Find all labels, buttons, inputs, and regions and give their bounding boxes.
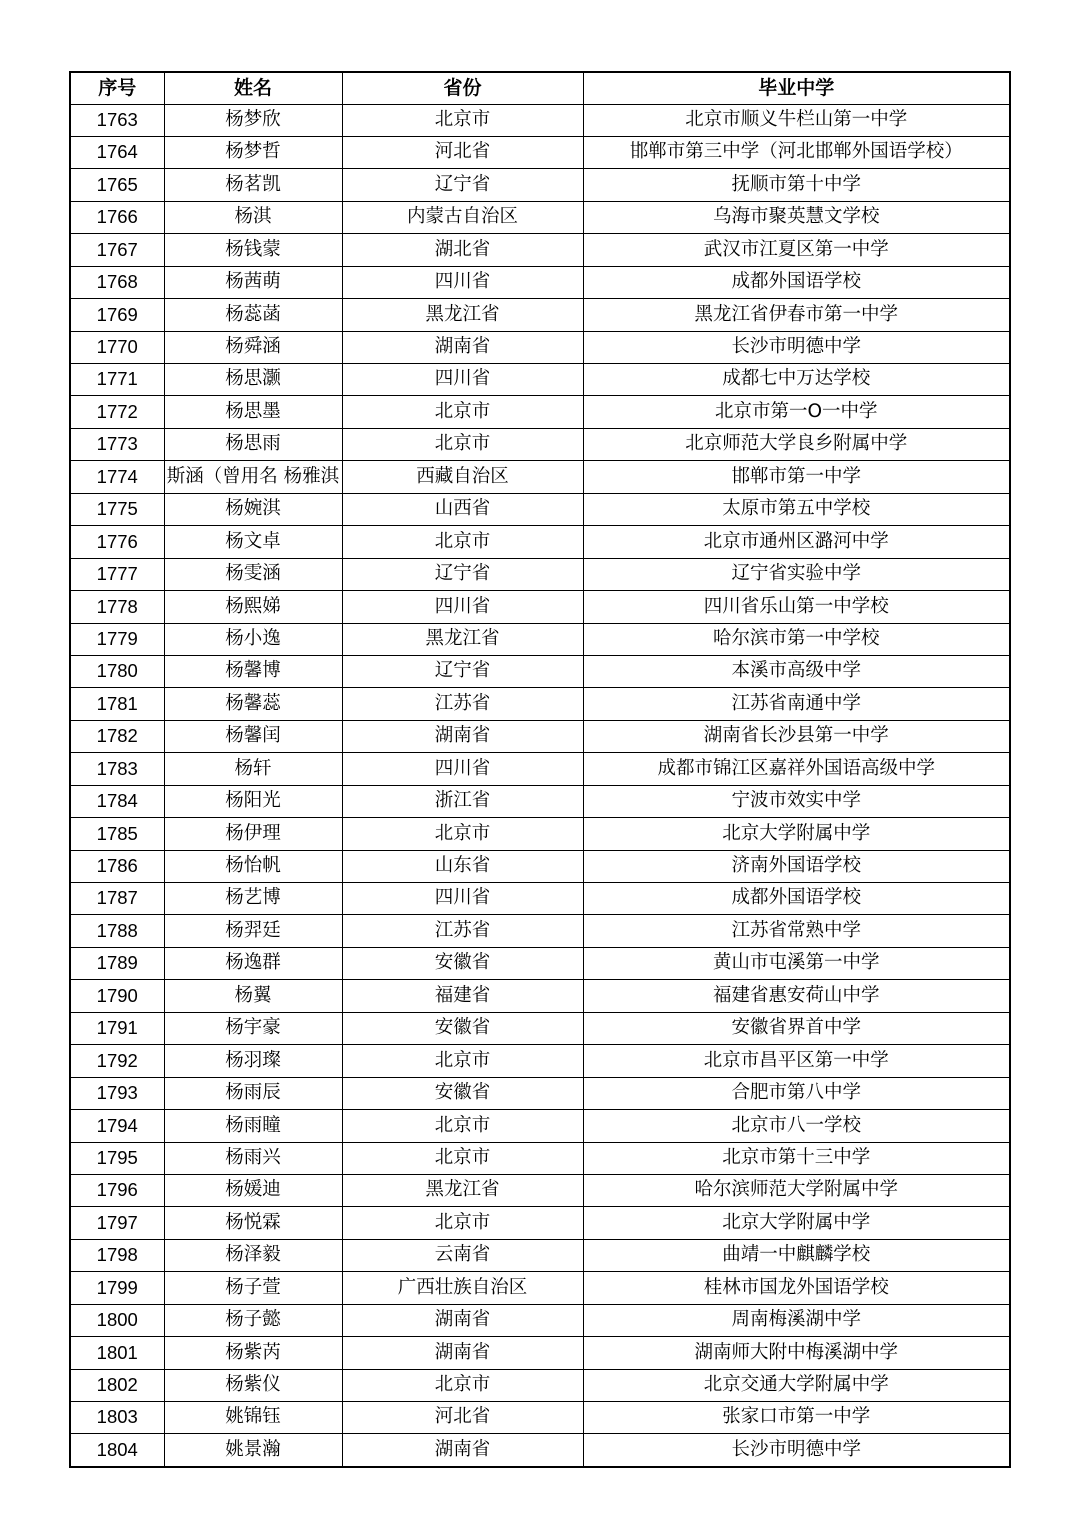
- seq-cell: 1784: [70, 785, 164, 817]
- table-row: [70, 201, 1010, 233]
- seq-cell: 1788: [70, 915, 164, 947]
- province-cell: 北京市: [342, 1207, 583, 1239]
- name-cell: 杨熙娣: [164, 591, 342, 623]
- school-cell: 长沙市明德中学: [583, 1434, 1010, 1467]
- seq-cell: 1804: [70, 1434, 164, 1467]
- table-row: [70, 1142, 1010, 1174]
- seq-cell: 1799: [70, 1272, 164, 1304]
- seq-cell: 1776: [70, 526, 164, 558]
- name-cell: 杨小逸: [164, 623, 342, 655]
- name-cell: 杨梦欣: [164, 104, 342, 136]
- table-row: [70, 104, 1010, 136]
- name-cell: 杨茗凯: [164, 169, 342, 201]
- table-row: [70, 1077, 1010, 1109]
- roster-table: [69, 71, 1011, 1468]
- name-cell: 杨蕊菡: [164, 299, 342, 331]
- school-cell: 北京市昌平区第一中学: [583, 1045, 1010, 1077]
- name-cell: 杨思雨: [164, 428, 342, 460]
- name-cell: 杨雨兴: [164, 1142, 342, 1174]
- school-cell: 四川省乐山第一中学校: [583, 591, 1010, 623]
- seq-cell: 1789: [70, 947, 164, 979]
- name-cell: 杨雯涵: [164, 558, 342, 590]
- table-row: [70, 1272, 1010, 1304]
- province-cell: 云南省: [342, 1239, 583, 1271]
- school-cell: 福建省惠安荷山中学: [583, 980, 1010, 1012]
- school-cell: 乌海市聚英慧文学校: [583, 201, 1010, 233]
- table-row: [70, 1369, 1010, 1401]
- name-cell: 姚景瀚: [164, 1434, 342, 1467]
- table-row: [70, 947, 1010, 979]
- province-cell: 山西省: [342, 493, 583, 525]
- seq-cell: 1791: [70, 1012, 164, 1044]
- table-row: [70, 785, 1010, 817]
- province-cell: 山东省: [342, 850, 583, 882]
- seq-cell: 1764: [70, 136, 164, 168]
- name-cell: 杨梦哲: [164, 136, 342, 168]
- table-row: [70, 1110, 1010, 1142]
- school-cell: 成都七中万达学校: [583, 364, 1010, 396]
- seq-cell: 1800: [70, 1304, 164, 1336]
- school-cell: 北京市第一O一中学: [583, 396, 1010, 428]
- province-cell: 浙江省: [342, 785, 583, 817]
- name-cell: 杨淇: [164, 201, 342, 233]
- name-cell: 杨舜涵: [164, 331, 342, 363]
- table-row: [70, 234, 1010, 266]
- name-cell: 杨轩: [164, 753, 342, 785]
- seq-cell: 1777: [70, 558, 164, 590]
- name-cell: 杨艺博: [164, 883, 342, 915]
- seq-cell: 1768: [70, 266, 164, 298]
- province-cell: 北京市: [342, 396, 583, 428]
- province-cell: 湖南省: [342, 331, 583, 363]
- school-cell: 本溪市高级中学: [583, 655, 1010, 687]
- seq-cell: 1786: [70, 850, 164, 882]
- school-cell: 北京师范大学良乡附属中学: [583, 428, 1010, 460]
- seq-cell: 1783: [70, 753, 164, 785]
- table-row: [70, 980, 1010, 1012]
- name-cell: 斯涵（曾用名 杨雅淇: [164, 461, 342, 493]
- school-cell: 安徽省界首中学: [583, 1012, 1010, 1044]
- province-cell: 河北省: [342, 1402, 583, 1434]
- table-row: [70, 818, 1010, 850]
- seq-cell: 1767: [70, 234, 164, 266]
- school-cell: 曲靖一中麒麟学校: [583, 1239, 1010, 1271]
- table-row: [70, 1402, 1010, 1434]
- name-cell: 杨文卓: [164, 526, 342, 558]
- province-cell: 四川省: [342, 364, 583, 396]
- province-cell: 北京市: [342, 104, 583, 136]
- table-row: [70, 331, 1010, 363]
- province-cell: 黑龙江省: [342, 299, 583, 331]
- name-cell: 杨泽毅: [164, 1239, 342, 1271]
- table-row: [70, 169, 1010, 201]
- seq-cell: 1765: [70, 169, 164, 201]
- province-cell: 湖南省: [342, 720, 583, 752]
- school-cell: 邯郸市第一中学: [583, 461, 1010, 493]
- seq-cell: 1770: [70, 331, 164, 363]
- table-row: [70, 1434, 1010, 1467]
- table-row: [70, 655, 1010, 687]
- seq-cell: 1773: [70, 428, 164, 460]
- school-cell: 成都外国语学校: [583, 883, 1010, 915]
- province-cell: 湖南省: [342, 1304, 583, 1336]
- name-cell: 杨翼: [164, 980, 342, 1012]
- province-cell: 江苏省: [342, 915, 583, 947]
- province-cell: 江苏省: [342, 688, 583, 720]
- name-cell: 杨子懿: [164, 1304, 342, 1336]
- name-cell: 杨婉淇: [164, 493, 342, 525]
- name-cell: 杨逸群: [164, 947, 342, 979]
- province-cell: 北京市: [342, 818, 583, 850]
- seq-cell: 1803: [70, 1402, 164, 1434]
- province-cell: 辽宁省: [342, 169, 583, 201]
- school-cell: 邯郸市第三中学（河北邯郸外国语学校）: [583, 136, 1010, 168]
- roster-sheet: [69, 71, 1011, 1468]
- school-cell: 北京市第十三中学: [583, 1142, 1010, 1174]
- name-cell: 杨羿廷: [164, 915, 342, 947]
- seq-cell: 1781: [70, 688, 164, 720]
- header-name: 姓名: [164, 72, 342, 104]
- table-row: [70, 461, 1010, 493]
- name-cell: 杨阳光: [164, 785, 342, 817]
- school-cell: 北京市八一学校: [583, 1110, 1010, 1142]
- school-cell: 武汉市江夏区第一中学: [583, 234, 1010, 266]
- school-cell: 成都市锦江区嘉祥外国语高级中学: [583, 753, 1010, 785]
- school-cell: 北京大学附属中学: [583, 818, 1010, 850]
- table-row: [70, 526, 1010, 558]
- province-cell: 辽宁省: [342, 558, 583, 590]
- name-cell: 杨羽璨: [164, 1045, 342, 1077]
- seq-cell: 1787: [70, 883, 164, 915]
- seq-cell: 1795: [70, 1142, 164, 1174]
- name-cell: 杨媛迪: [164, 1174, 342, 1206]
- seq-cell: 1763: [70, 104, 164, 136]
- school-cell: 太原市第五中学校: [583, 493, 1010, 525]
- seq-cell: 1797: [70, 1207, 164, 1239]
- seq-cell: 1778: [70, 591, 164, 623]
- table-row: [70, 850, 1010, 882]
- seq-cell: 1780: [70, 655, 164, 687]
- province-cell: 四川省: [342, 883, 583, 915]
- table-row: [70, 915, 1010, 947]
- school-cell: 哈尔滨师范大学附属中学: [583, 1174, 1010, 1206]
- province-cell: 福建省: [342, 980, 583, 1012]
- table-row: [70, 753, 1010, 785]
- school-cell: 辽宁省实验中学: [583, 558, 1010, 590]
- school-cell: 周南梅溪湖中学: [583, 1304, 1010, 1336]
- province-cell: 广西壮族自治区: [342, 1272, 583, 1304]
- seq-cell: 1794: [70, 1110, 164, 1142]
- province-cell: 北京市: [342, 1142, 583, 1174]
- school-cell: 长沙市明德中学: [583, 331, 1010, 363]
- school-cell: 济南外国语学校: [583, 850, 1010, 882]
- school-cell: 桂林市国龙外国语学校: [583, 1272, 1010, 1304]
- school-cell: 抚顺市第十中学: [583, 169, 1010, 201]
- seq-cell: 1782: [70, 720, 164, 752]
- province-cell: 安徽省: [342, 1077, 583, 1109]
- province-cell: 四川省: [342, 266, 583, 298]
- seq-cell: 1775: [70, 493, 164, 525]
- school-cell: 黑龙江省伊春市第一中学: [583, 299, 1010, 331]
- province-cell: 北京市: [342, 526, 583, 558]
- school-cell: 北京交通大学附属中学: [583, 1369, 1010, 1401]
- table-row: [70, 558, 1010, 590]
- name-cell: 杨思灏: [164, 364, 342, 396]
- header-row: [70, 72, 1010, 104]
- seq-cell: 1785: [70, 818, 164, 850]
- province-cell: 湖南省: [342, 1434, 583, 1467]
- table-row: [70, 1337, 1010, 1369]
- school-cell: 黄山市屯溪第一中学: [583, 947, 1010, 979]
- name-cell: 杨雨瞳: [164, 1110, 342, 1142]
- table-row: [70, 1304, 1010, 1336]
- name-cell: 杨怡帆: [164, 850, 342, 882]
- header-province: 省份: [342, 72, 583, 104]
- school-cell: 江苏省常熟中学: [583, 915, 1010, 947]
- school-cell: 张家口市第一中学: [583, 1402, 1010, 1434]
- province-cell: 内蒙古自治区: [342, 201, 583, 233]
- province-cell: 安徽省: [342, 1012, 583, 1044]
- seq-cell: 1802: [70, 1369, 164, 1401]
- seq-cell: 1790: [70, 980, 164, 1012]
- table-row: [70, 1207, 1010, 1239]
- name-cell: 杨紫仪: [164, 1369, 342, 1401]
- table-row: [70, 1012, 1010, 1044]
- province-cell: 北京市: [342, 1110, 583, 1142]
- province-cell: 黑龙江省: [342, 1174, 583, 1206]
- province-cell: 四川省: [342, 591, 583, 623]
- roster-body: [70, 104, 1010, 1467]
- seq-cell: 1796: [70, 1174, 164, 1206]
- name-cell: 杨馨蕊: [164, 688, 342, 720]
- school-cell: 北京市通州区潞河中学: [583, 526, 1010, 558]
- name-cell: 杨紫芮: [164, 1337, 342, 1369]
- school-cell: 哈尔滨市第一中学校: [583, 623, 1010, 655]
- province-cell: 黑龙江省: [342, 623, 583, 655]
- province-cell: 四川省: [342, 753, 583, 785]
- name-cell: 杨馨博: [164, 655, 342, 687]
- province-cell: 西藏自治区: [342, 461, 583, 493]
- school-cell: 合肥市第八中学: [583, 1077, 1010, 1109]
- province-cell: 安徽省: [342, 947, 583, 979]
- table-row: [70, 493, 1010, 525]
- table-row: [70, 136, 1010, 168]
- name-cell: 杨雨辰: [164, 1077, 342, 1109]
- name-cell: 杨伊理: [164, 818, 342, 850]
- name-cell: 杨茜萌: [164, 266, 342, 298]
- table-row: [70, 591, 1010, 623]
- seq-cell: 1766: [70, 201, 164, 233]
- province-cell: 湖南省: [342, 1337, 583, 1369]
- school-cell: 湖南师大附中梅溪湖中学: [583, 1337, 1010, 1369]
- header-school: 毕业中学: [583, 72, 1010, 104]
- table-row: [70, 1239, 1010, 1271]
- name-cell: 杨馨闰: [164, 720, 342, 752]
- province-cell: 湖北省: [342, 234, 583, 266]
- name-cell: 杨钱蒙: [164, 234, 342, 266]
- school-cell: 北京大学附属中学: [583, 1207, 1010, 1239]
- province-cell: 辽宁省: [342, 655, 583, 687]
- school-cell: 北京市顺义牛栏山第一中学: [583, 104, 1010, 136]
- table-row: [70, 299, 1010, 331]
- province-cell: 北京市: [342, 1045, 583, 1077]
- table-row: [70, 720, 1010, 752]
- table-row: [70, 623, 1010, 655]
- name-cell: 杨子萱: [164, 1272, 342, 1304]
- table-row: [70, 266, 1010, 298]
- province-cell: 北京市: [342, 428, 583, 460]
- province-cell: 北京市: [342, 1369, 583, 1401]
- school-cell: 成都外国语学校: [583, 266, 1010, 298]
- seq-cell: 1792: [70, 1045, 164, 1077]
- table-row: [70, 1174, 1010, 1206]
- seq-cell: 1772: [70, 396, 164, 428]
- seq-cell: 1798: [70, 1239, 164, 1271]
- seq-cell: 1769: [70, 299, 164, 331]
- school-cell: 江苏省南通中学: [583, 688, 1010, 720]
- seq-cell: 1779: [70, 623, 164, 655]
- table-row: [70, 883, 1010, 915]
- seq-cell: 1793: [70, 1077, 164, 1109]
- table-row: [70, 396, 1010, 428]
- school-cell: 湖南省长沙县第一中学: [583, 720, 1010, 752]
- table-row: [70, 1045, 1010, 1077]
- school-cell: 宁波市效实中学: [583, 785, 1010, 817]
- table-row: [70, 428, 1010, 460]
- seq-cell: 1774: [70, 461, 164, 493]
- province-cell: 河北省: [342, 136, 583, 168]
- seq-cell: 1771: [70, 364, 164, 396]
- table-row: [70, 688, 1010, 720]
- name-cell: 姚锦钰: [164, 1402, 342, 1434]
- name-cell: 杨悦霖: [164, 1207, 342, 1239]
- table-row: [70, 364, 1010, 396]
- name-cell: 杨思墨: [164, 396, 342, 428]
- header-seq: 序号: [70, 72, 164, 104]
- name-cell: 杨宇豪: [164, 1012, 342, 1044]
- seq-cell: 1801: [70, 1337, 164, 1369]
